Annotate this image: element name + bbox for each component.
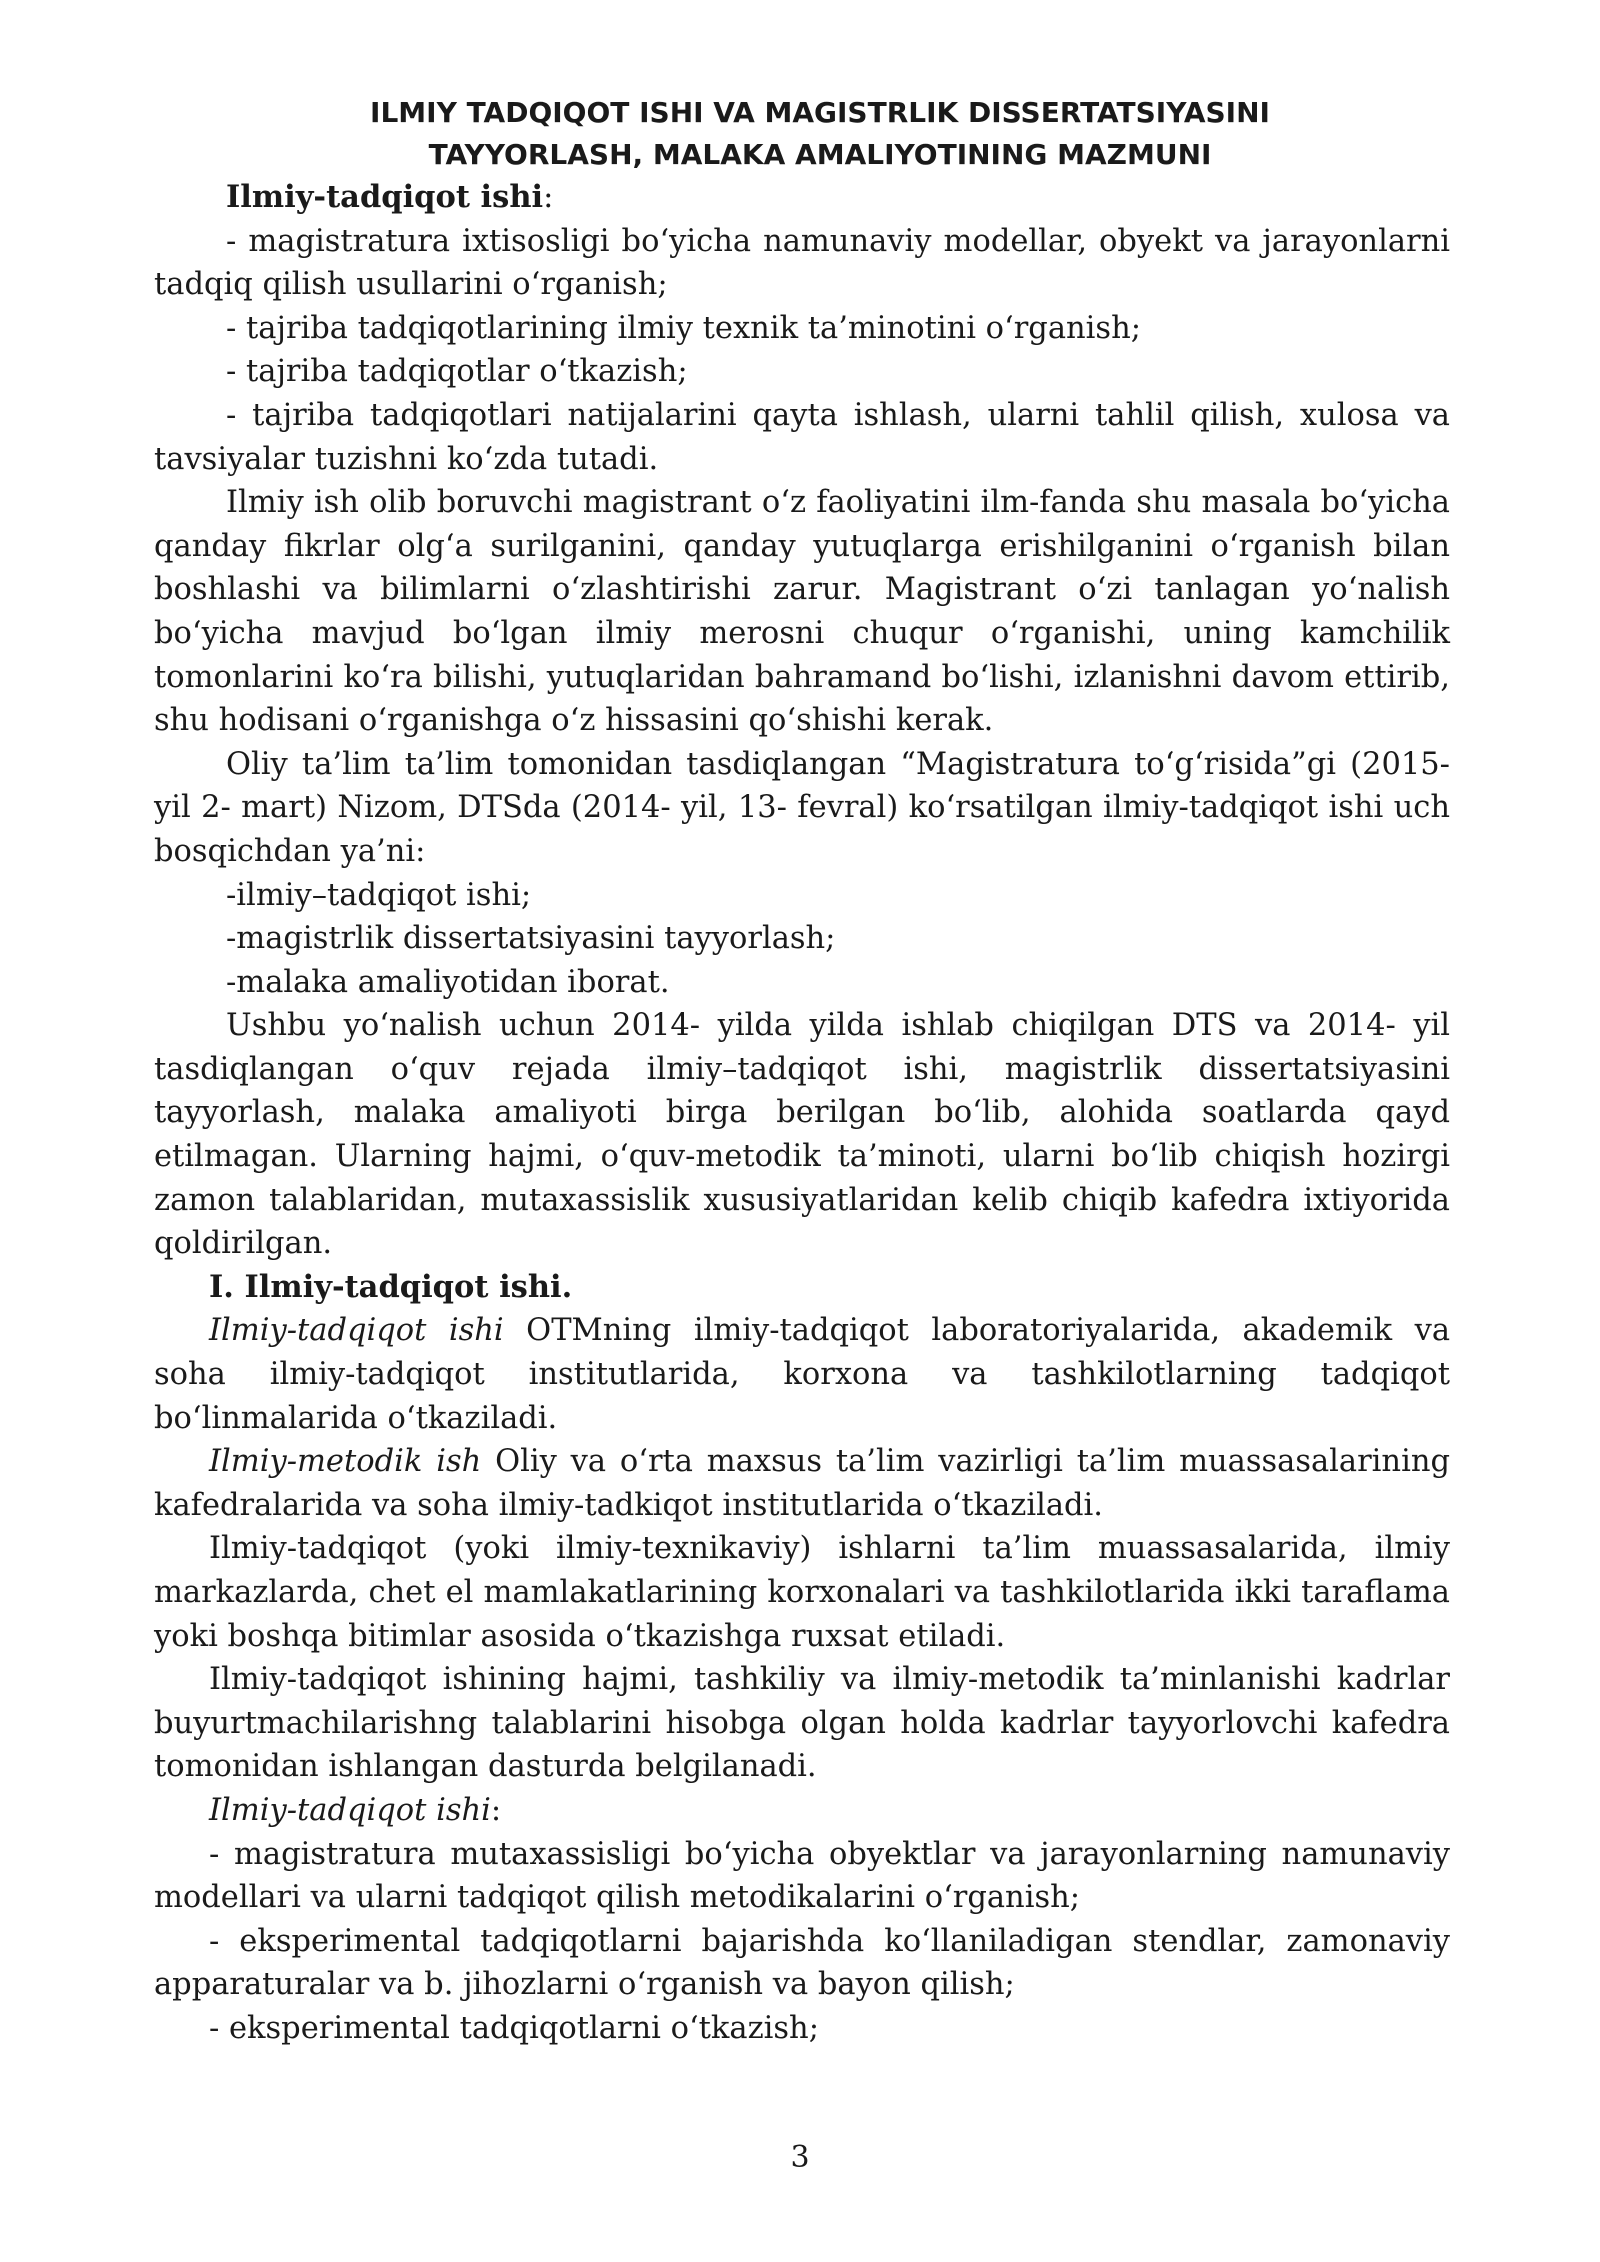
paragraph-dts: Ushbu yo‘nalish uchun 2014- yilda yilda ishlab chiqilgan DTS va 2014- yil tasdiqlangan o‘quv rejada ilmiy–tadqiqot ishi, magistrlik dissertatsiyasini tayyorlash, malaka amaliyoti birga berilgan bo‘lib, alohida soatlarda qayd etilmagan. Ularning hajmi, o‘quv-metodik ta’minoti, ularni bo‘lib chiqish hozirgi zamon talablaridan, mutaxassislik xususiyatlaridan kelib chiqib kafedra ixtiyorida qoldirilgan. — [154, 1008, 1450, 1262]
section-p2-italic: Ilmiy-metodik ish — [209, 1444, 482, 1480]
intro-item-3: - tajriba tadqiqotlar o‘tkazish; — [226, 354, 688, 390]
paragraph-magistrant: Ilmiy ish olib boruvchi magistrant o‘z faoliyatini ilm-fanda shu masala bo‘yicha qanday fikrlar olg‘a surilganini, qanday yutuqlarga erishilganini o‘rganish bilan boshlashi va bilimlarni o‘zlashtirishi zarur. Magistrant o‘zi tanlagan yo‘nalish bo‘yicha mavjud bo‘lgan ilmiy merosni chuqur o‘rganishi, uning kamchilik tomonlarini ko‘ra bilishi, yutuqlaridan bahramand bo‘lishi, izlanishni davom ettirib, shu hodisani o‘rganishga o‘z hissasini qo‘shishi kerak. — [154, 485, 1450, 739]
intro-heading-colon: : — [543, 180, 554, 215]
intro-item-4: - tajriba tadqiqotlari natijalarini qayta ishlash, ularni tahlil qilish, xulosa va tavsiyalar tuzishni ko‘zda tutadi. — [154, 397, 1450, 477]
section-paragraph-4: Ilmiy-tadqiqot ishining hajmi, tashkiliy va ilmiy-metodik ta’minlanishi kadrlar buyurtmachilarishng talablarini hisobga olgan holda kadrlar tayyorlovchi kafedra tomonidan ishlangan dasturda belgilanadi. — [154, 1662, 1450, 1785]
section-item-3: - eksperimental tadqiqotlarni o‘tkazish; — [209, 2010, 819, 2046]
stage-item-3: -malaka amaliyotidan iborat. — [226, 964, 670, 1000]
intro-heading — [154, 176, 1450, 220]
section-heading: I. Ilmiy-tadqiqot ishi. — [209, 1268, 573, 1305]
page-title — [154, 92, 1450, 176]
title-line-2: TAYYORLASH, MALAKA AMALIYOTINING MAZMUNI — [428, 138, 1212, 171]
section-list-heading-colon: : — [490, 1792, 502, 1828]
stage-item-2: -magistrlik dissertatsiyasini tayyorlash; — [226, 921, 836, 957]
section-p1-rest: OTMning ilmiy-tadqiqot laboratoriyalarida, akademik va soha ilmiy-tadqiqot institutlarida, korxona va tashkilotlarning tadqiqot bo‘linmalarida o‘tkaziladi. — [154, 1313, 1451, 1436]
section-item-2: - eksperimental tadqiqotlarni bajarishda ko‘llaniladigan stendlar, zamonaviy apparaturalar va b. jihozlarni o‘rganish va bayon qilish; — [154, 1923, 1450, 2003]
section-p1-italic: Ilmiy-tadqiqot ishi — [209, 1313, 504, 1349]
stage-item-1: -ilmiy–tadqiqot ishi; — [226, 877, 532, 913]
intro-item-1: - magistratura ixtisosligi bo‘yicha namunaviy modellar, obyekt va jarayonlarni tadqiq qilish usullarini o‘rganish; — [154, 223, 1450, 303]
section-paragraph-2 — [154, 1440, 1450, 1527]
paragraph-nizom: Oliy ta’lim ta’lim tomonidan tasdiqlangan “Magistratura to‘g‘risida”gi (2015- yil 2- mart) Nizom, DTSda (2014- yil, 13- fevral) ko‘rsatilgan ilmiy-tadqiqot ishi uch bosqichdan ya’ni: — [154, 746, 1450, 869]
section-paragraph-3: Ilmiy-tadqiqot (yoki ilmiy-texnikaviy) ishlarni ta’lim muassasalarida, ilmiy markazlarda, chet el mamlakatlarining korxonalari va tashkilotlarida ikki taraflama yoki boshqa bitimlar asosida o‘tkazishga ruxsat etiladi. — [154, 1531, 1450, 1654]
section-list-heading — [154, 1789, 1450, 1833]
title-line-1: ILMIY TADQIQOT ISHI VA MAGISTRLIK DISSERTATSIYASINI — [370, 96, 1270, 129]
section-item-1: - magistratura mutaxassisligi bo‘yicha obyektlar va jarayonlarning namunaviy modellari va ularni tadqiqot qilish metodikalarini o‘rganish; — [154, 1836, 1450, 1916]
page-number: 3 — [790, 2140, 810, 2175]
intro-heading-text: Ilmiy-tadqiqot ishi — [226, 179, 544, 215]
section-list-heading-text: Ilmiy-tadqiqot ishi — [209, 1792, 491, 1828]
section-p2-rest: Oliy va o‘rta maxsus ta’lim vazirligi ta’lim muassasalarining kafedralarida va soha ilmiy-tadkiqot institutlarida o‘tkaziladi. — [154, 1444, 1450, 1523]
intro-item-2: - tajriba tadqiqotlarining ilmiy texnik ta’minotini o‘rganish; — [226, 310, 1141, 346]
section-paragraph-1 — [154, 1309, 1450, 1440]
